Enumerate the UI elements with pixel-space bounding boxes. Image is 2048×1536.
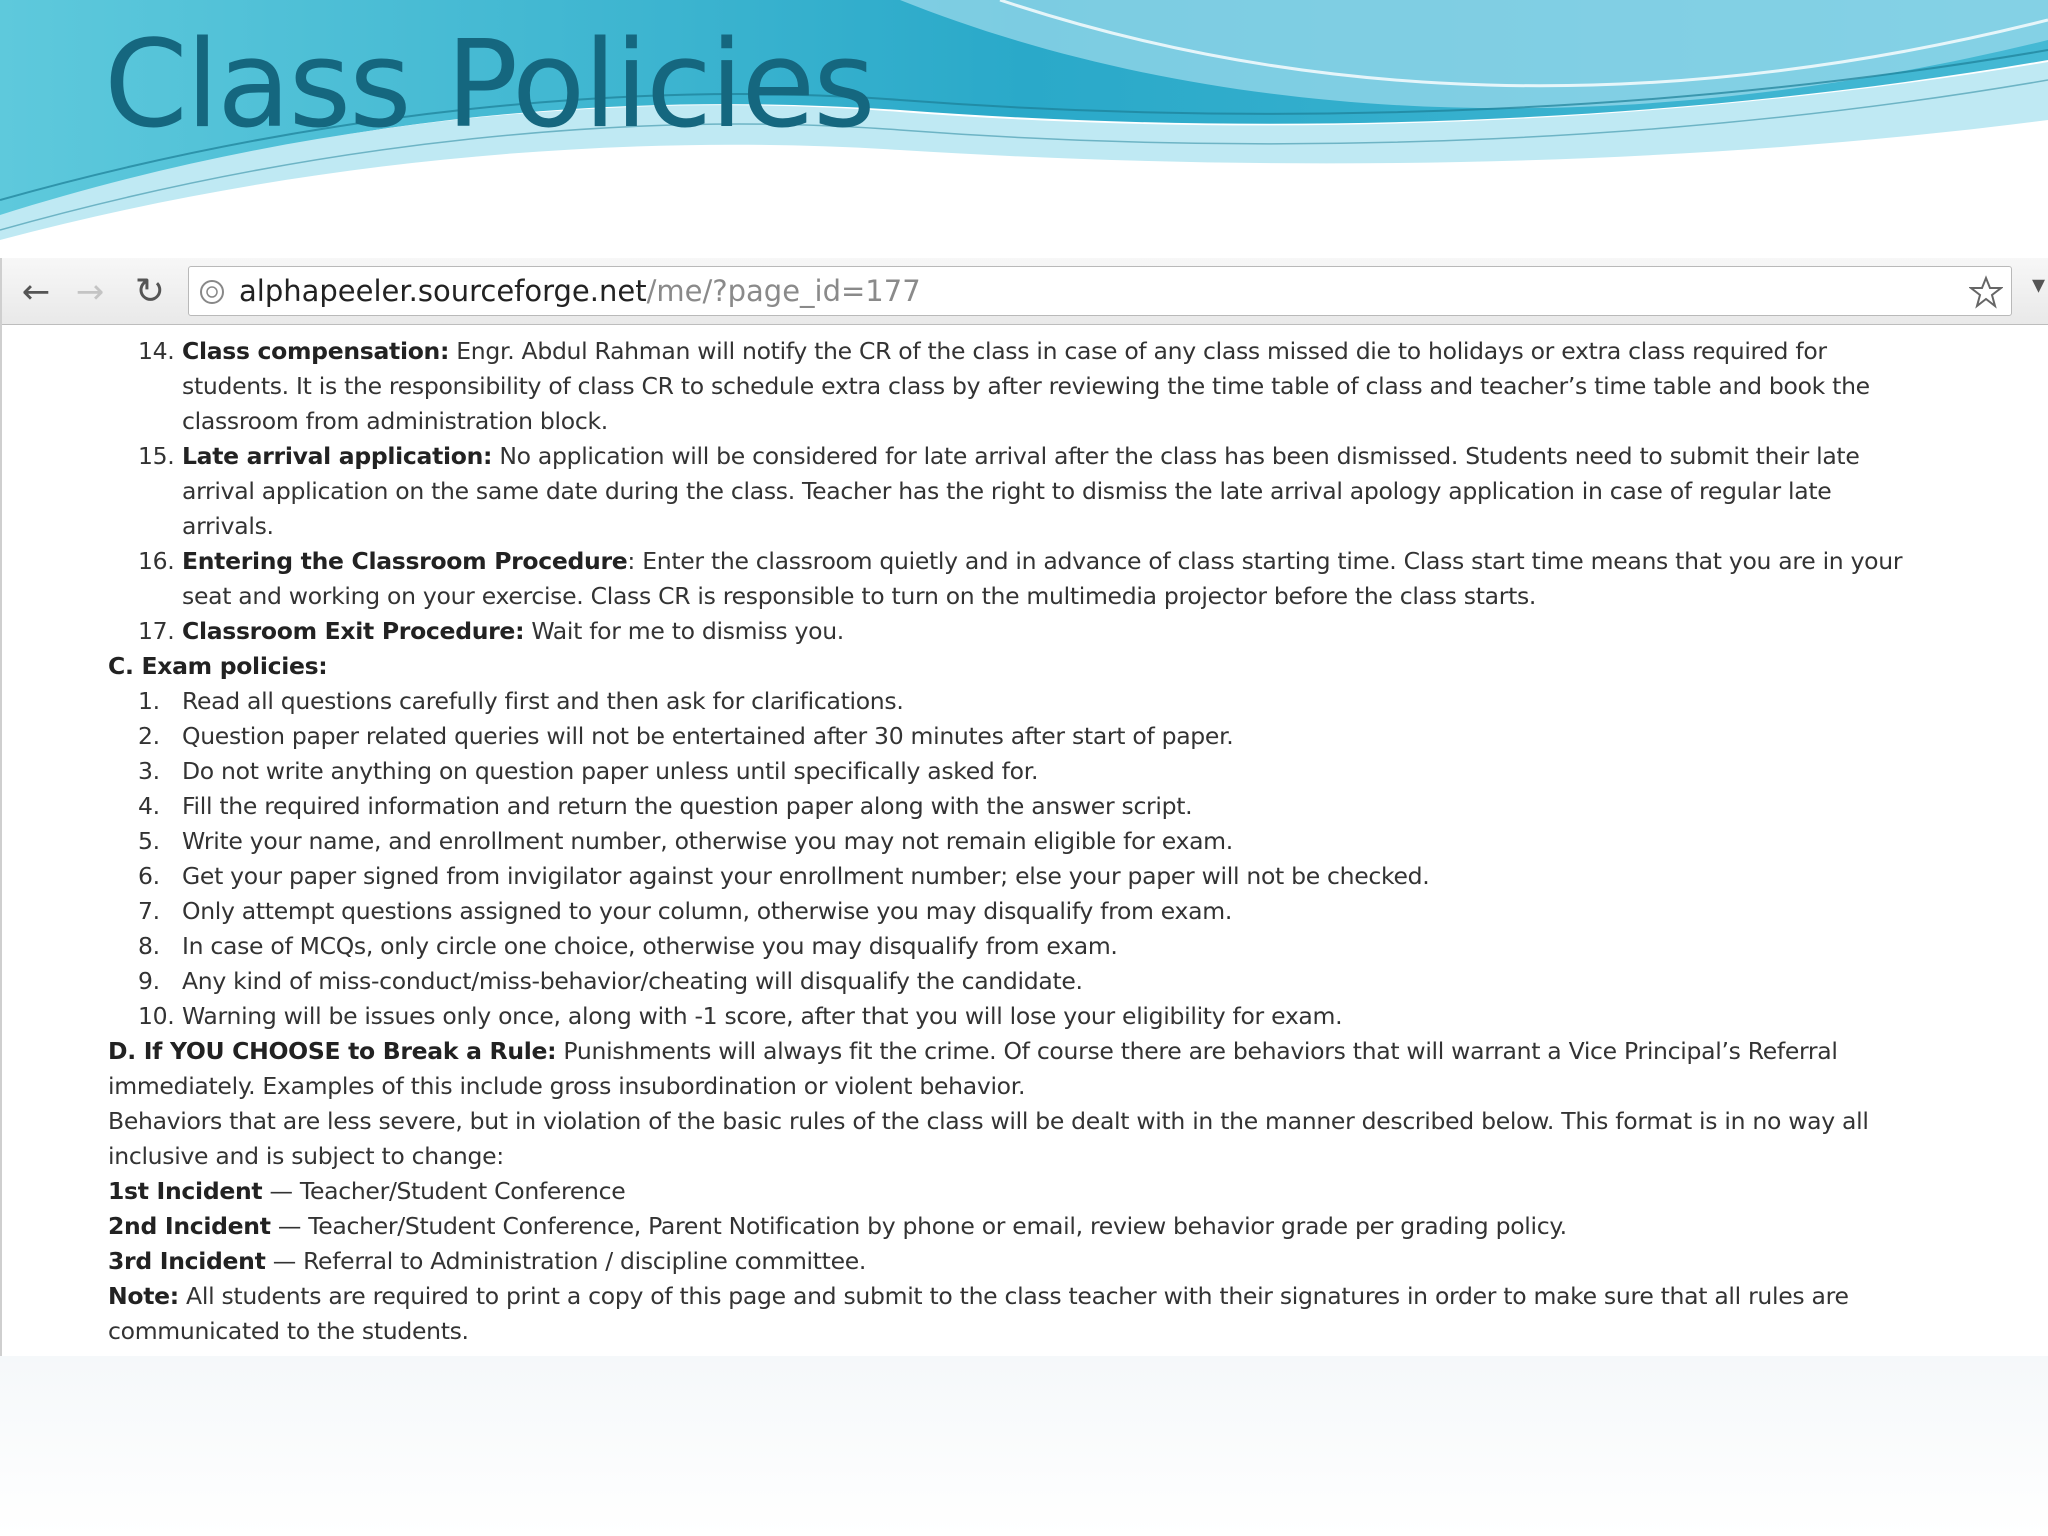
paragraph-line: immediately. Examples of this include gross insubordination or violent behavior. bbox=[108, 1072, 1026, 1100]
list-item-continuation: arrival application on the same date during the class. Teacher has the right to dismiss the late arrival apology application in case of regular late bbox=[182, 477, 1832, 505]
browser-toolbar bbox=[2, 258, 2048, 325]
list-item: 2. Question paper related queries will not be entertained after 30 minutes after start of paper. bbox=[138, 722, 1234, 750]
list-item: 14. Class compensation: Engr. Abdul Rahman will notify the CR of the class in case of any class missed die to holidays or extra class required for bbox=[138, 337, 1827, 365]
note-line: Note: All students are required to print a copy of this page and submit to the class teacher with their signatures in order to make sure that all rules are bbox=[108, 1282, 1849, 1310]
list-item: 3. Do not write anything on question paper unless until specifically asked for. bbox=[138, 757, 1039, 785]
list-item-continuation: seat and working on your exercise. Class CR is responsible to turn on the multimedia projector before the class starts. bbox=[182, 582, 1537, 610]
incident-line: 1st Incident — Teacher/Student Conference bbox=[108, 1177, 626, 1205]
list-item: 6. Get your paper signed from invigilator against your enrollment number; else your paper will not be checked. bbox=[138, 862, 1430, 890]
section-heading-exam: C. Exam policies: bbox=[108, 652, 328, 680]
incident-line: 3rd Incident — Referral to Administration / discipline committee. bbox=[108, 1247, 867, 1275]
list-item-continuation: students. It is the responsibility of class CR to schedule extra class by after reviewing the time table of class and teacher’s time table and book the bbox=[182, 372, 1870, 400]
list-item-continuation: arrivals. bbox=[182, 512, 274, 540]
list-item: 8. In case of MCQs, only circle one choice, otherwise you may disqualify from exam. bbox=[138, 932, 1118, 960]
incident-line: 2nd Incident — Teacher/Student Conference, Parent Notification by phone or email, review behavior grade per grading policy. bbox=[108, 1212, 1567, 1240]
list-item: 1. Read all questions carefully first and then ask for clarifications. bbox=[138, 687, 904, 715]
bookmark-star-icon[interactable] bbox=[1969, 275, 2003, 309]
page-content bbox=[108, 334, 2008, 1349]
list-item: 5. Write your name, and enrollment number, otherwise you may not remain eligible for exam. bbox=[138, 827, 1233, 855]
address-bar[interactable] bbox=[188, 266, 2012, 316]
url-text[interactable] bbox=[239, 267, 921, 315]
list-item: 17. Classroom Exit Procedure: Wait for me to dismiss you. bbox=[138, 617, 844, 645]
url-host: alphapeeler.sourceforge.net bbox=[239, 274, 647, 308]
reload-button[interactable]: ↻ bbox=[134, 271, 166, 312]
paragraph-line: Behaviors that are less severe, but in violation of the basic rules of the class will be dealt with in the manner described below. This format is in no way all bbox=[108, 1107, 1869, 1135]
wrench-menu-icon[interactable]: ▾ bbox=[2032, 270, 2046, 300]
slide-title: Class Policies bbox=[104, 16, 874, 155]
list-item: 15. Late arrival application: No application will be considered for late arrival after the class has been dismissed. Students need to submit their late bbox=[138, 442, 1860, 470]
list-item-continuation: classroom from administration block. bbox=[182, 407, 608, 435]
list-item: 7. Only attempt questions assigned to your column, otherwise you may disqualify from exam. bbox=[138, 897, 1233, 925]
section-heading-rules: D. If YOU CHOOSE to Break a Rule: Punishments will always fit the crime. Of course there are behaviors that will warrant a Vice Principal’s Referral bbox=[108, 1037, 1838, 1065]
paragraph-line: inclusive and is subject to change: bbox=[108, 1142, 504, 1170]
browser-screenshot bbox=[0, 258, 2048, 1356]
list-item: 16. Entering the Classroom Procedure: Enter the classroom quietly and in advance of class starting time. Class start time means that you are in your bbox=[138, 547, 1903, 575]
list-item: 10. Warning will be issues only once, along with -1 score, after that you will lose your eligibility for exam. bbox=[138, 1002, 1343, 1030]
note-continuation: communicated to the students. bbox=[108, 1317, 469, 1345]
globe-icon bbox=[199, 279, 225, 305]
slide-bottom-area bbox=[0, 1356, 2048, 1536]
list-item: 9. Any kind of miss-conduct/miss-behavior/cheating will disqualify the candidate. bbox=[138, 967, 1083, 995]
url-path: /me/?page_id=177 bbox=[646, 274, 921, 308]
list-item: 4. Fill the required information and return the question paper along with the answer script. bbox=[138, 792, 1193, 820]
forward-button[interactable]: → bbox=[75, 272, 105, 312]
back-button[interactable]: ← bbox=[21, 272, 51, 312]
